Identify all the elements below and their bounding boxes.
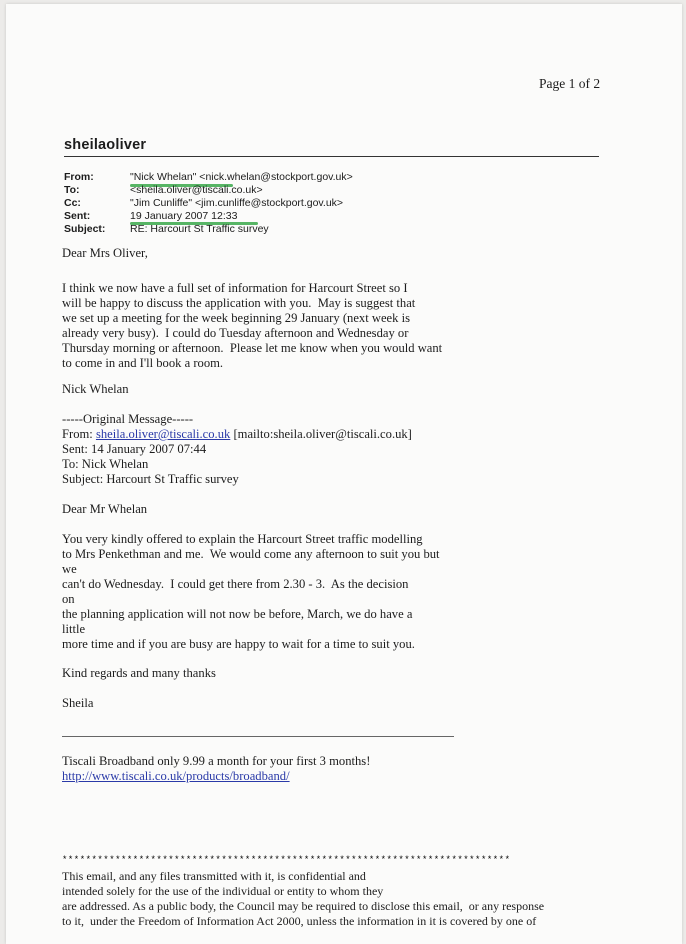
original-sent: Sent: 14 January 2007 07:44 [62,442,207,456]
cc-label: Cc: [64,197,81,209]
subject-value: RE: Harcourt St Traffic survey [130,223,269,235]
sent-label: Sent: [64,210,91,222]
reply-line: to come in and I'll book a room. [62,356,224,370]
disclaimer-line: This email, and any files transmitted with it, is confidential and [62,869,366,883]
original-line: on [62,592,75,606]
sent-value: 19 January 2007 12:33 [130,210,238,222]
disclaimer-line: intended solely for the use of the individual or entity to whom they [62,884,384,898]
original-from-prefix: From: [62,427,96,441]
original-line: the planning application will not now be before, March, we do have a [62,607,413,621]
original-signature: Sheila [62,696,94,710]
original-from-link[interactable]: sheila.oliver@tiscali.co.uk [95,427,231,441]
reply-greeting: Dear Mrs Oliver, [62,246,148,260]
disclaimer-line: are addressed. As a public body, the Council may be required to disclose this email, or any response [62,899,545,913]
from-value: "Nick Whelan" <nick.whelan@stockport.gov.uk> [130,171,353,183]
footer-ad-text: Tiscali Broadband only 9.99 a month for your first 3 months! [62,754,371,768]
reply-line: I think we now have a full set of information for Harcourt Street so I [62,281,408,295]
to-label: To: [64,184,80,196]
original-from [62,427,412,442]
reply-line: Thursday morning or afternoon. Please let me know when you would want [62,341,443,355]
reply-signature: Nick Whelan [62,382,129,396]
page-number: Page 1 of 2 [539,76,601,91]
reply-line: will be happy to discuss the application with you. May is suggest that [62,296,416,310]
original-line: can't do Wednesday. I could get there from 2.30 - 3. As the decision [62,577,409,591]
original-to: To: Nick Whelan [62,457,149,471]
subject-label: Subject: [64,223,106,235]
reply-line: we set up a meeting for the week beginning 29 January (next week is [62,311,410,325]
to-value: <sheila.oliver@tiscali.co.uk> [130,184,263,196]
reply-line: already very busy). I could do Tuesday afternoon and Wednesday or [62,326,409,340]
disclaimer-stars: **************************************************************************** [62,855,511,865]
from-label: From: [64,171,94,183]
original-from-suffix: [mailto:sheila.oliver@tiscali.co.uk] [230,427,412,441]
account-name: sheilaoliver [64,137,147,153]
header-rule [64,156,599,157]
original-line: we [62,562,77,576]
original-separator: -----Original Message----- [62,412,194,426]
original-subject: Subject: Harcourt St Traffic survey [62,472,239,486]
cc-value: "Jim Cunliffe" <jim.cunliffe@stockport.gov.uk> [130,197,344,209]
disclaimer-line: to it, under the Freedom of Information Act 2000, unless the information in it is covered by one of [62,914,537,928]
signature-rule [62,736,454,737]
original-greeting: Dear Mr Whelan [62,502,148,516]
original-line: to Mrs Penkethman and me. We would come any afternoon to suit you but [62,547,440,561]
original-closing: Kind regards and many thanks [62,666,216,680]
original-line: little [62,622,86,636]
original-line: more time and if you are busy are happy to wait for a time to suit you. [62,637,415,651]
document-page [6,4,682,944]
footer-ad-link[interactable]: http://www.tiscali.co.uk/products/broadband/ [62,769,290,783]
original-line: You very kindly offered to explain the Harcourt Street traffic modelling [62,532,423,546]
